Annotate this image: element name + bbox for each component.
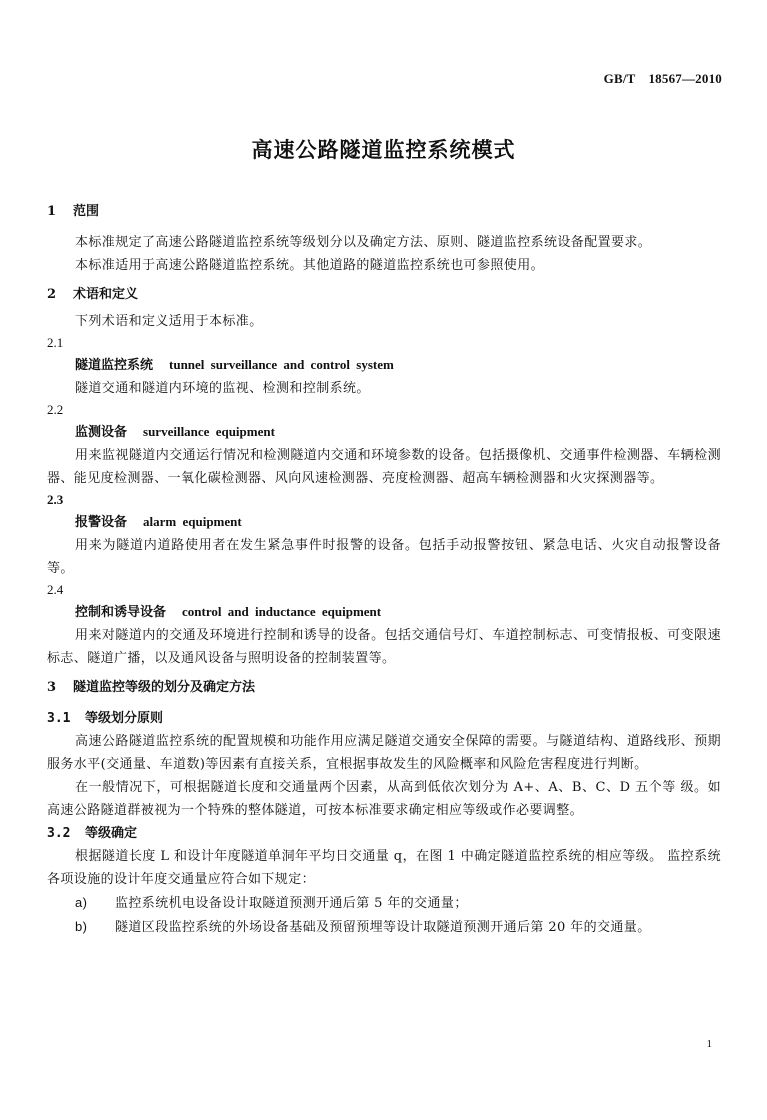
section-1-heading bbox=[47, 200, 721, 223]
term-definition: 用来对隧道内的交通及环境进行控制和诱导的设备。包括交通信号灯、车道控制标志、可变情报板、可变限速标志、隧道广播，以及通风设备与照明设备的控制装置等。 bbox=[47, 628, 721, 666]
term-en: tunnel surveillance and control system bbox=[169, 357, 394, 372]
term-heading bbox=[47, 420, 721, 444]
list-item-label: a) bbox=[75, 895, 88, 910]
term-definition: 用来监视隧道内交通运行情况和检测隧道内交通和环境参数的设备。包括摄像机、交通事件检测器、车辆检测器、能见度检测器、一氧化碳检测器、风向风速检测器、亮度检测器、超高车辆检测器和火灾探测器等。 bbox=[47, 448, 721, 486]
subsection-title: 等级确定 bbox=[85, 826, 138, 841]
term-zh: 报警设备 bbox=[75, 515, 128, 530]
section-3-heading bbox=[47, 676, 721, 699]
paragraph: 高速公路隧道监控系统的配置规模和功能作用应满足隧道交通安全保障的需要。与隧道结构、道路线形、预期服务水平(交通量、车道数)等因素有直接关系，宜根据事故发生的风险概率和风险危害程度进行判断。 bbox=[47, 734, 721, 772]
paragraph: 根据隧道长度 L 和设计年度隧道单洞年平均日交通量 q，在图 1 中确定隧道监控系统的相应等级。 监控系统各项设施的设计年度交通量应符合如下规定： bbox=[47, 849, 721, 887]
list-item bbox=[47, 915, 721, 939]
page-number: 1 bbox=[706, 1038, 712, 1050]
section-number: 3 bbox=[47, 680, 57, 695]
document-title: 高速公路隧道监控系统模式 bbox=[251, 138, 516, 162]
paragraph: 下列术语和定义适用于本标准。 bbox=[75, 314, 263, 329]
list-item-label: b) bbox=[75, 919, 88, 934]
list-item-text: 监控系统机电设备设计取隧道预测开通后第 5 年的交通量； bbox=[115, 896, 468, 911]
section-number: 2 bbox=[47, 287, 57, 302]
subsection-3-2-heading bbox=[47, 822, 721, 845]
paragraph: 本标准规定了高速公路隧道监控系统等级划分以及确定方法、原则、隧道监控系统设备配置要求。 bbox=[75, 235, 652, 250]
section-title: 范围 bbox=[73, 204, 100, 219]
section-2-heading bbox=[47, 283, 721, 306]
standard-code: GB/T 18567—2010 bbox=[603, 71, 722, 86]
paragraph: 在一般情况下，可根据隧道长度和交通量两个因素，从高到低依次划分为 A+、A、B、C、D 五个等 级。如高速公路隧道群被视为一个特殊的整体隧道，可按本标准要求确定相应等级或作必要调整。 bbox=[47, 780, 721, 818]
section-title: 隧道监控等级的划分及确定方法 bbox=[73, 680, 256, 695]
subsection-number: 3.1 bbox=[47, 711, 71, 726]
term-number: 2.3 bbox=[47, 492, 64, 507]
term-definition: 用来为隧道内道路使用者在发生紧急事件时报警的设备。包括手动报警按钮、紧急电话、火灾自动报警设备等。 bbox=[47, 538, 721, 576]
document-body bbox=[47, 198, 721, 939]
list-item bbox=[47, 891, 721, 915]
term-zh: 监测设备 bbox=[75, 425, 128, 440]
term-heading bbox=[47, 600, 721, 624]
term-number: 2.2 bbox=[47, 402, 64, 417]
term-number: 2.1 bbox=[47, 335, 64, 350]
subsection-title: 等级划分原则 bbox=[85, 711, 164, 726]
section-title: 术语和定义 bbox=[73, 287, 139, 302]
term-heading bbox=[47, 510, 721, 534]
paragraph: 本标准适用于高速公路隧道监控系统。其他道路的隧道监控系统也可参照使用。 bbox=[75, 258, 545, 273]
term-en: control and inductance equipment bbox=[182, 604, 382, 619]
term-zh: 隧道监控系统 bbox=[75, 358, 154, 373]
term-definition: 隧道交通和隧道内环境的监视、检测和控制系统。 bbox=[75, 381, 370, 396]
term-en: alarm equipment bbox=[143, 514, 242, 529]
section-number: 1 bbox=[47, 204, 57, 219]
subsection-3-1-heading bbox=[47, 707, 721, 730]
term-number: 2.4 bbox=[47, 582, 64, 597]
list-item-text: 隧道区段监控系统的外场设备基础及预留预埋等设计取隧道预测开通后第 20 年的交通量。 bbox=[115, 920, 651, 935]
term-en: surveillance equipment bbox=[143, 424, 275, 439]
term-heading bbox=[47, 353, 721, 377]
term-zh: 控制和诱导设备 bbox=[75, 605, 167, 620]
subsection-number: 3.2 bbox=[47, 826, 71, 841]
